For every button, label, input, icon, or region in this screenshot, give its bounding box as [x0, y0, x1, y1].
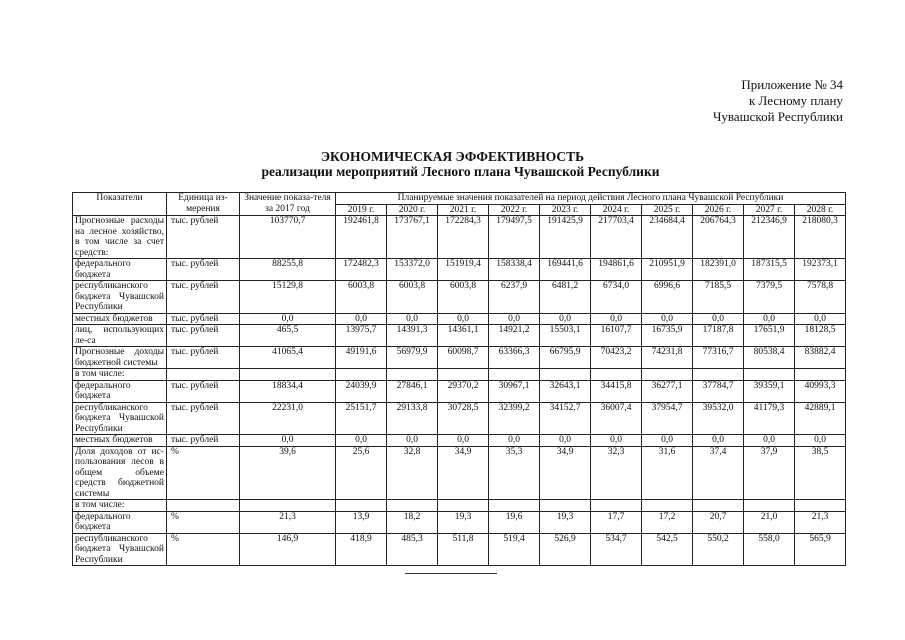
- row-year-value: 14391,3: [387, 325, 438, 347]
- header-year: 2024 г.: [591, 204, 642, 216]
- appendix-number: Приложение № 34: [741, 77, 843, 92]
- row-year-value: 151919,4: [438, 259, 489, 281]
- row-year-value: 36007,4: [591, 402, 642, 435]
- row-year-value: 187315,5: [744, 259, 795, 281]
- row-unit: тыс. рублей: [167, 402, 240, 435]
- row-year-value: 0,0: [693, 435, 744, 447]
- row-base-value: 0,0: [240, 313, 336, 325]
- row-year-value: [795, 369, 846, 381]
- row-year-value: 0,0: [387, 435, 438, 447]
- row-year-value: 206764,3: [693, 216, 744, 259]
- economic-efficiency-table: [72, 192, 846, 566]
- row-year-value: 37954,7: [642, 402, 693, 435]
- row-year-value: 34,9: [540, 446, 591, 500]
- row-unit: тыс. рублей: [167, 435, 240, 447]
- table-row: [73, 369, 846, 381]
- row-year-value: 0,0: [642, 435, 693, 447]
- row-year-value: 17651,9: [744, 325, 795, 347]
- row-year-value: [336, 500, 387, 512]
- row-year-value: 6003,8: [438, 281, 489, 314]
- row-label: Прогнозные расходы на лесное хозяйство, в том числе за счет средств:: [73, 216, 167, 259]
- row-base-value: [240, 369, 336, 381]
- row-base-value: 103770,7: [240, 216, 336, 259]
- row-base-value: 21,3: [240, 511, 336, 533]
- row-year-value: 192461,8: [336, 216, 387, 259]
- row-year-value: 6996,6: [642, 281, 693, 314]
- row-year-value: [387, 369, 438, 381]
- row-year-value: 0,0: [336, 435, 387, 447]
- row-year-value: 0,0: [591, 435, 642, 447]
- row-year-value: 13975,7: [336, 325, 387, 347]
- header-year: 2020 г.: [387, 204, 438, 216]
- row-year-value: 32,8: [387, 446, 438, 500]
- table-row: [73, 325, 846, 347]
- row-year-value: 526,9: [540, 533, 591, 566]
- row-label: в том числе:: [73, 500, 167, 512]
- row-year-value: 418,9: [336, 533, 387, 566]
- row-year-value: 210951,9: [642, 259, 693, 281]
- row-year-value: 31,6: [642, 446, 693, 500]
- table-row: [73, 402, 846, 435]
- row-year-value: 80538,4: [744, 347, 795, 369]
- row-year-value: 18,2: [387, 511, 438, 533]
- row-base-value: 15129,8: [240, 281, 336, 314]
- header-indicator: Показатели: [73, 193, 167, 216]
- row-year-value: 7578,8: [795, 281, 846, 314]
- row-unit: тыс. рублей: [167, 347, 240, 369]
- table-row: [73, 533, 846, 566]
- row-year-value: 485,3: [387, 533, 438, 566]
- row-year-value: [540, 369, 591, 381]
- row-year-value: 0,0: [795, 313, 846, 325]
- table-row: [73, 216, 846, 259]
- row-year-value: 29133,8: [387, 402, 438, 435]
- row-year-value: 194861,6: [591, 259, 642, 281]
- row-year-value: 29370,2: [438, 380, 489, 402]
- row-year-value: 27846,1: [387, 380, 438, 402]
- table-body: [73, 216, 846, 566]
- row-year-value: [387, 500, 438, 512]
- row-year-value: 83882,4: [795, 347, 846, 369]
- row-year-value: [693, 500, 744, 512]
- row-year-value: 39532,0: [693, 402, 744, 435]
- row-year-value: 49191,6: [336, 347, 387, 369]
- row-year-value: 217703,4: [591, 216, 642, 259]
- row-unit: %: [167, 511, 240, 533]
- header-planned-values: Планируемые значения показателей на период действия Лесного плана Чувашской Республики: [336, 193, 846, 205]
- row-base-value: 88255,8: [240, 259, 336, 281]
- row-year-value: 16735,9: [642, 325, 693, 347]
- row-year-value: 17,7: [591, 511, 642, 533]
- row-year-value: 0,0: [744, 313, 795, 325]
- row-year-value: 20,7: [693, 511, 744, 533]
- row-base-value: 22231,0: [240, 402, 336, 435]
- row-year-value: 565,9: [795, 533, 846, 566]
- row-year-value: 191425,9: [540, 216, 591, 259]
- row-year-value: [744, 500, 795, 512]
- row-year-value: 534,7: [591, 533, 642, 566]
- row-year-value: 16107,7: [591, 325, 642, 347]
- row-year-value: 38,5: [795, 446, 846, 500]
- row-year-value: 34415,8: [591, 380, 642, 402]
- row-year-value: 0,0: [642, 313, 693, 325]
- row-year-value: 19,3: [438, 511, 489, 533]
- header-unit: Единица из-мерения: [167, 193, 240, 216]
- row-year-value: 17,2: [642, 511, 693, 533]
- row-year-value: 153372,0: [387, 259, 438, 281]
- table-row: [73, 500, 846, 512]
- row-year-value: 7379,5: [744, 281, 795, 314]
- row-year-value: [438, 500, 489, 512]
- row-year-value: 21,0: [744, 511, 795, 533]
- row-year-value: 32,3: [591, 446, 642, 500]
- table-row: [73, 347, 846, 369]
- row-base-value: [240, 500, 336, 512]
- row-year-value: [336, 369, 387, 381]
- table-row: [73, 281, 846, 314]
- header-base-value: Значение показа-теля за 2017 год: [240, 193, 336, 216]
- table-row: [73, 259, 846, 281]
- row-year-value: 70423,2: [591, 347, 642, 369]
- appendix-region: Чувашской Республики: [712, 109, 843, 124]
- row-base-value: 41065,4: [240, 347, 336, 369]
- row-year-value: 0,0: [438, 313, 489, 325]
- row-base-value: 146,9: [240, 533, 336, 566]
- appendix-note: [713, 77, 843, 125]
- row-year-value: [438, 369, 489, 381]
- row-year-value: 19,3: [540, 511, 591, 533]
- document-subtitle: реализации мероприятий Лесного плана Чувашской Республики: [261, 164, 660, 179]
- row-unit: тыс. рублей: [167, 313, 240, 325]
- row-year-value: 192373,1: [795, 259, 846, 281]
- row-unit: %: [167, 446, 240, 500]
- row-year-value: [540, 500, 591, 512]
- row-year-value: [795, 500, 846, 512]
- row-year-value: 17187,8: [693, 325, 744, 347]
- row-year-value: 36277,1: [642, 380, 693, 402]
- row-year-value: 0,0: [591, 313, 642, 325]
- row-year-value: 169441,6: [540, 259, 591, 281]
- row-year-value: 40993,3: [795, 380, 846, 402]
- row-label: республиканского бюджета Чувашской Республики: [73, 402, 167, 435]
- row-year-value: 32399,2: [489, 402, 540, 435]
- row-year-value: 30967,1: [489, 380, 540, 402]
- header-year: 2022 г.: [489, 204, 540, 216]
- row-unit: [167, 500, 240, 512]
- row-year-value: 6481,2: [540, 281, 591, 314]
- row-year-value: 172482,3: [336, 259, 387, 281]
- row-year-value: 0,0: [489, 435, 540, 447]
- row-year-value: 172284,3: [438, 216, 489, 259]
- row-year-value: 13,9: [336, 511, 387, 533]
- row-year-value: 15503,1: [540, 325, 591, 347]
- row-year-value: 218080,3: [795, 216, 846, 259]
- row-year-value: 37,4: [693, 446, 744, 500]
- row-year-value: 519,4: [489, 533, 540, 566]
- header-year: 2023 г.: [540, 204, 591, 216]
- row-label: Доля доходов от ис-пользования лесов в общем объеме средств бюджетной системы: [73, 446, 167, 500]
- header-year: 2019 г.: [336, 204, 387, 216]
- row-year-value: 6003,8: [336, 281, 387, 314]
- footer-separator-line: [405, 573, 497, 574]
- row-year-value: 158338,4: [489, 259, 540, 281]
- row-unit: тыс. рублей: [167, 216, 240, 259]
- row-label: федерального бюджета: [73, 259, 167, 281]
- row-year-value: 77316,7: [693, 347, 744, 369]
- header-year: 2026 г.: [693, 204, 744, 216]
- row-year-value: [489, 500, 540, 512]
- row-unit: тыс. рублей: [167, 380, 240, 402]
- row-year-value: 32643,1: [540, 380, 591, 402]
- row-year-value: 21,3: [795, 511, 846, 533]
- row-year-value: 511,8: [438, 533, 489, 566]
- row-year-value: 63366,3: [489, 347, 540, 369]
- row-year-value: 173767,1: [387, 216, 438, 259]
- row-year-value: 66795,9: [540, 347, 591, 369]
- row-year-value: 542,5: [642, 533, 693, 566]
- row-year-value: 14921,2: [489, 325, 540, 347]
- row-unit: тыс. рублей: [167, 281, 240, 314]
- row-unit: тыс. рублей: [167, 259, 240, 281]
- row-base-value: 18834,4: [240, 380, 336, 402]
- row-year-value: [591, 500, 642, 512]
- row-year-value: 6237,9: [489, 281, 540, 314]
- row-label: федерального бюджета: [73, 380, 167, 402]
- row-year-value: [489, 369, 540, 381]
- row-label: республиканского бюджета Чувашской Республики: [73, 281, 167, 314]
- row-year-value: 42889,1: [795, 402, 846, 435]
- row-year-value: 24039,9: [336, 380, 387, 402]
- row-year-value: 35,3: [489, 446, 540, 500]
- row-year-value: 0,0: [540, 313, 591, 325]
- header-year: 2028 г.: [795, 204, 846, 216]
- row-year-value: 7185,5: [693, 281, 744, 314]
- row-year-value: 0,0: [795, 435, 846, 447]
- row-year-value: 179497,5: [489, 216, 540, 259]
- document-title: ЭКОНОМИЧЕСКАЯ ЭФФЕКТИВНОСТЬ: [320, 149, 585, 164]
- row-unit: %: [167, 533, 240, 566]
- row-year-value: 234684,4: [642, 216, 693, 259]
- row-base-value: 39,6: [240, 446, 336, 500]
- table-row: [73, 435, 846, 447]
- row-year-value: 74231,8: [642, 347, 693, 369]
- row-base-value: 0,0: [240, 435, 336, 447]
- row-year-value: 25,6: [336, 446, 387, 500]
- row-label: федерального бюджета: [73, 511, 167, 533]
- row-year-value: 56979,9: [387, 347, 438, 369]
- row-year-value: 25151,7: [336, 402, 387, 435]
- table-row: [73, 380, 846, 402]
- row-year-value: [744, 369, 795, 381]
- row-label: Прогнозные доходы бюджетной системы: [73, 347, 167, 369]
- table-row: [73, 446, 846, 500]
- row-year-value: 34,9: [438, 446, 489, 500]
- table-row: [73, 511, 846, 533]
- row-year-value: 41179,3: [744, 402, 795, 435]
- row-year-value: 14361,1: [438, 325, 489, 347]
- row-label: местных бюджетов: [73, 313, 167, 325]
- row-year-value: 30728,5: [438, 402, 489, 435]
- row-year-value: [642, 500, 693, 512]
- row-unit: тыс. рублей: [167, 325, 240, 347]
- row-year-value: [591, 369, 642, 381]
- row-year-value: 60098,7: [438, 347, 489, 369]
- row-year-value: [642, 369, 693, 381]
- row-base-value: 465,5: [240, 325, 336, 347]
- row-year-value: [693, 369, 744, 381]
- row-year-value: 558,0: [744, 533, 795, 566]
- row-label: местных бюджетов: [73, 435, 167, 447]
- header-year: 2027 г.: [744, 204, 795, 216]
- row-year-value: 0,0: [438, 435, 489, 447]
- row-year-value: 37784,7: [693, 380, 744, 402]
- row-unit: [167, 369, 240, 381]
- row-year-value: 0,0: [693, 313, 744, 325]
- row-year-value: 212346,9: [744, 216, 795, 259]
- header-year: 2021 г.: [438, 204, 489, 216]
- row-year-value: 0,0: [744, 435, 795, 447]
- row-year-value: 0,0: [387, 313, 438, 325]
- row-label: республиканского бюджета Чувашской Республики: [73, 533, 167, 566]
- header-year: 2025 г.: [642, 204, 693, 216]
- row-year-value: 0,0: [489, 313, 540, 325]
- row-year-value: 39359,1: [744, 380, 795, 402]
- table-row: [73, 313, 846, 325]
- row-year-value: 19,6: [489, 511, 540, 533]
- row-label: в том числе:: [73, 369, 167, 381]
- row-year-value: 6734,0: [591, 281, 642, 314]
- row-label: лиц, использующих ле-са: [73, 325, 167, 347]
- row-year-value: 0,0: [336, 313, 387, 325]
- row-year-value: 0,0: [540, 435, 591, 447]
- row-year-value: 6003,8: [387, 281, 438, 314]
- row-year-value: 182391,0: [693, 259, 744, 281]
- header-row-1: [73, 193, 846, 205]
- appendix-reference: к Лесному плану: [748, 93, 843, 108]
- row-year-value: 34152,7: [540, 402, 591, 435]
- row-year-value: 37,9: [744, 446, 795, 500]
- row-year-value: 550,2: [693, 533, 744, 566]
- row-year-value: 18128,5: [795, 325, 846, 347]
